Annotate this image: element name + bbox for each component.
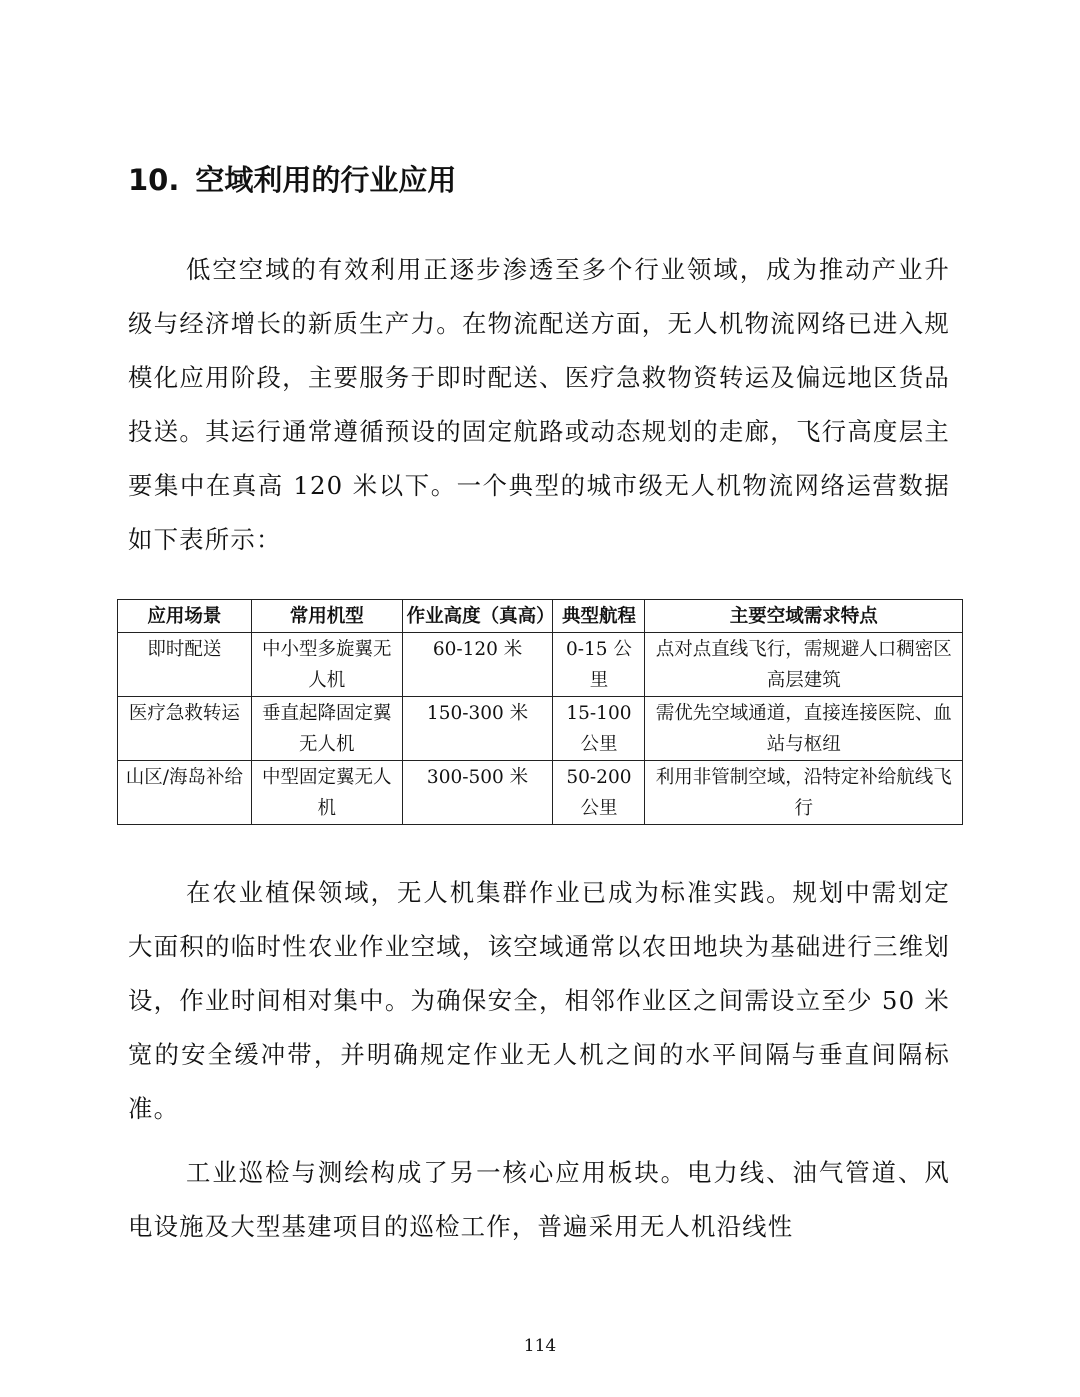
drone-logistics-table [117,599,963,825]
table-cell: 山区/海岛补给 [118,761,252,825]
section-title: 空域利用的行业应用 [195,163,457,197]
table-cell: 15-100 公里 [553,697,645,761]
table-cell: 60-120 米 [402,633,553,697]
paragraph-agriculture: 在农业植保领域，无人机集群作业已成为标准实践。规划中需划定大面积的临时性农业作业空域，该空域通常以农田地块为基础进行三维划设，作业时间相对集中。为确保安全，相邻作业区之间需设立至少 50 米宽的安全缓冲带，并明确规定作业无人机之间的水平间隔与垂直间隔标准。 [128,878,950,1123]
column-header: 主要空域需求特点 [645,600,963,633]
table-cell: 需优先空域通道，直接连接医院、血站与枢纽 [645,697,963,761]
column-header: 典型航程 [553,600,645,633]
table-cell: 点对点直线飞行，需规避人口稠密区高层建筑 [645,633,963,697]
table-cell: 即时配送 [118,633,252,697]
table-cell: 医疗急救转运 [118,697,252,761]
table-cell: 中型固定翼无人机 [251,761,402,825]
table-row [118,761,963,825]
section-heading [128,158,456,202]
table-cell: 300-500 米 [402,761,553,825]
table-cell: 利用非管制空域，沿特定补给航线飞行 [645,761,963,825]
table-cell: 150-300 米 [402,697,553,761]
table-cell: 中小型多旋翼无人机 [251,633,402,697]
column-header: 应用场景 [118,600,252,633]
paragraph-inspection: 工业巡检与测绘构成了另一核心应用板块。电力线、油气管道、风电设施及大型基建项目的巡检工作，普遍采用无人机沿线性 [128,1158,950,1241]
table-row [118,697,963,761]
page-number: 114 [523,1336,557,1356]
column-header: 作业高度（真高） [402,600,553,633]
table-cell: 0-15 公里 [553,633,645,697]
section-number: 10. [128,163,180,197]
paragraph-logistics: 低空空域的有效利用正逐步渗透至多个行业领域，成为推动产业升级与经济增长的新质生产力。在物流配送方面，无人机物流网络已进入规模化应用阶段，主要服务于即时配送、医疗急救物资转运及偏远地区货品投送。其运行通常遵循预设的固定航路或动态规划的走廊，飞行高度层主要集中在真高 120 米以下。一个典型的城市级无人机物流网络运营数据如下表所示： [128,255,950,554]
table-header-row [118,600,963,633]
table-cell: 垂直起降固定翼无人机 [251,697,402,761]
column-header: 常用机型 [251,600,402,633]
table-cell: 50-200 公里 [553,761,645,825]
table-row [118,633,963,697]
